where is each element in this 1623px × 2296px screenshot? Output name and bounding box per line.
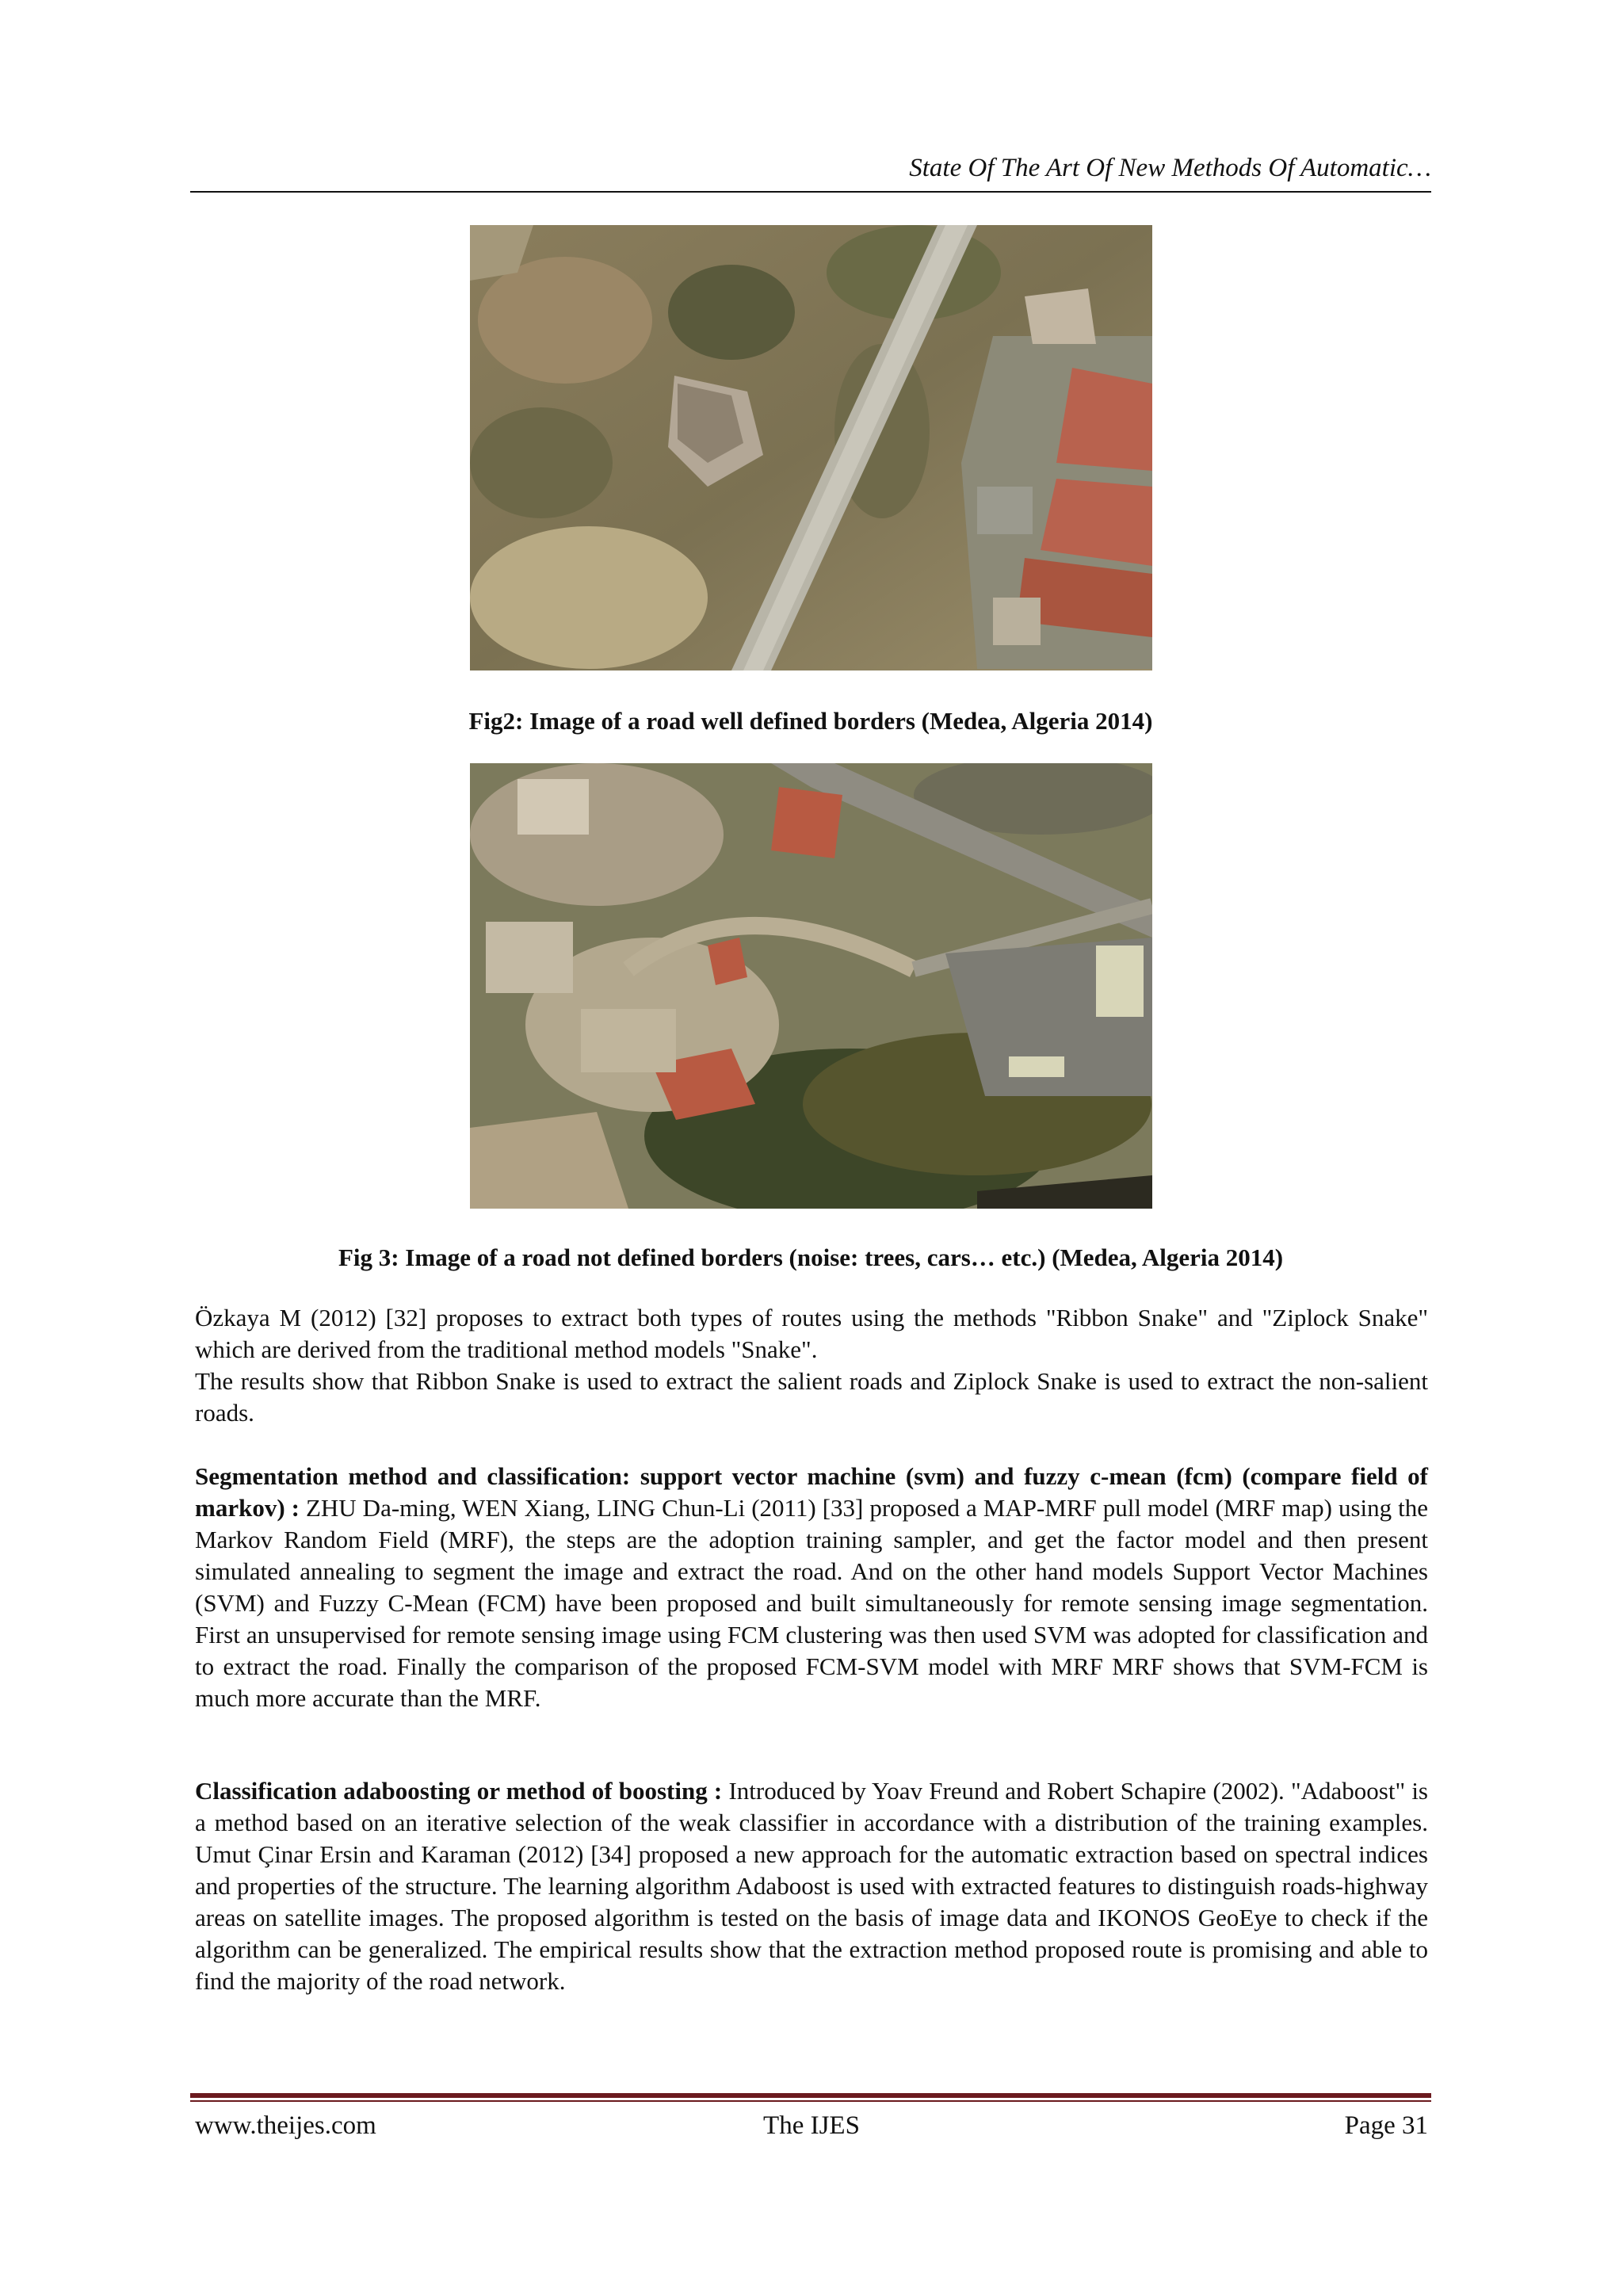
section-heading-segmentation: Segmentation method and classification: support vector machine (svm) and fuzzy c-mean (fcm) (compare field of markov) : bbox=[195, 1462, 1428, 1522]
figure-2-aerial-image bbox=[470, 225, 1152, 670]
running-title: State Of The Art Of New Methods Of Automatic… bbox=[909, 154, 1431, 182]
paragraph-ozkaya bbox=[195, 1302, 1428, 1429]
header-rule bbox=[190, 191, 1431, 193]
figure-2-caption: Fig2: Image of a road well defined borders (Medea, Algeria 2014) bbox=[468, 707, 1153, 735]
footer-journal-name: The IJES bbox=[763, 2111, 860, 2140]
paragraph-segmentation bbox=[195, 1461, 1428, 1714]
footer-rule-thin bbox=[190, 2100, 1431, 2102]
paragraph-ozkaya-sentence-1: Özkaya M (2012) [32] proposes to extract both types of routes using the methods "Ribbon Snake" and "Ziplock Snake" which are derived from the traditional method models "Snake". bbox=[195, 1304, 1428, 1363]
figure-3-caption: Fig 3: Image of a road not defined borders (noise: trees, cars… etc.) (Medea, Algeria 2014) bbox=[338, 1244, 1284, 1271]
paragraph-segmentation-body: ZHU Da-ming, WEN Xiang, LING Chun-Li (2011) [33] proposed a MAP-MRF pull model (MRF map) using the Markov Random Field (MRF), the steps are the adoption training sampler, and get the factor model and then present simulated annealing to segment the image and extract the road. And on the other hand models Support Vector Machines (SVM) and Fuzzy C-Mean (FCM) have been proposed and built simultaneously for remote sensing image segmentation. First an unsupervised for remote sensing image using FCM clustering was then used SVM was adopted for classification and to extract the road. Finally the comparison of the proposed FCM-SVM model with MRF MRF shows that SVM-FCM is much more accurate than the MRF. bbox=[195, 1494, 1428, 1712]
footer-rule bbox=[190, 2093, 1431, 2098]
footer-website-link[interactable]: www.theijes.com bbox=[195, 2111, 376, 2140]
figure-3-aerial-image bbox=[470, 763, 1152, 1209]
paragraph-adaboost-body: Introduced by Yoav Freund and Robert Schapire (2002). "Adaboost" is a method based on an iterative selection of the weak classifier in accordance with a distribution of the training examples. Umut Çinar Ersin and Karaman (2012) [34] proposed a new approach for the automatic extraction based on spectral indices and properties of the structure. The learning algorithm Adaboost is used with extracted features to distinguish roads-highway areas on satellite images. The proposed algorithm is tested on the basis of image data and IKONOS GeoEye to check if the algorithm can be generalized. The empirical results show that the extraction method proposed route is promising and able to find the majority of the road network. bbox=[195, 1777, 1428, 1995]
paragraph-adaboost bbox=[195, 1775, 1428, 1997]
paragraph-ozkaya-sentence-2: The results show that Ribbon Snake is used to extract the salient roads and Ziplock Snake is used to extract the non-salient roads. bbox=[195, 1367, 1428, 1427]
footer-page-number: Page 31 bbox=[1344, 2111, 1428, 2140]
section-heading-adaboost: Classification adaboosting or method of boosting : bbox=[195, 1777, 723, 1805]
